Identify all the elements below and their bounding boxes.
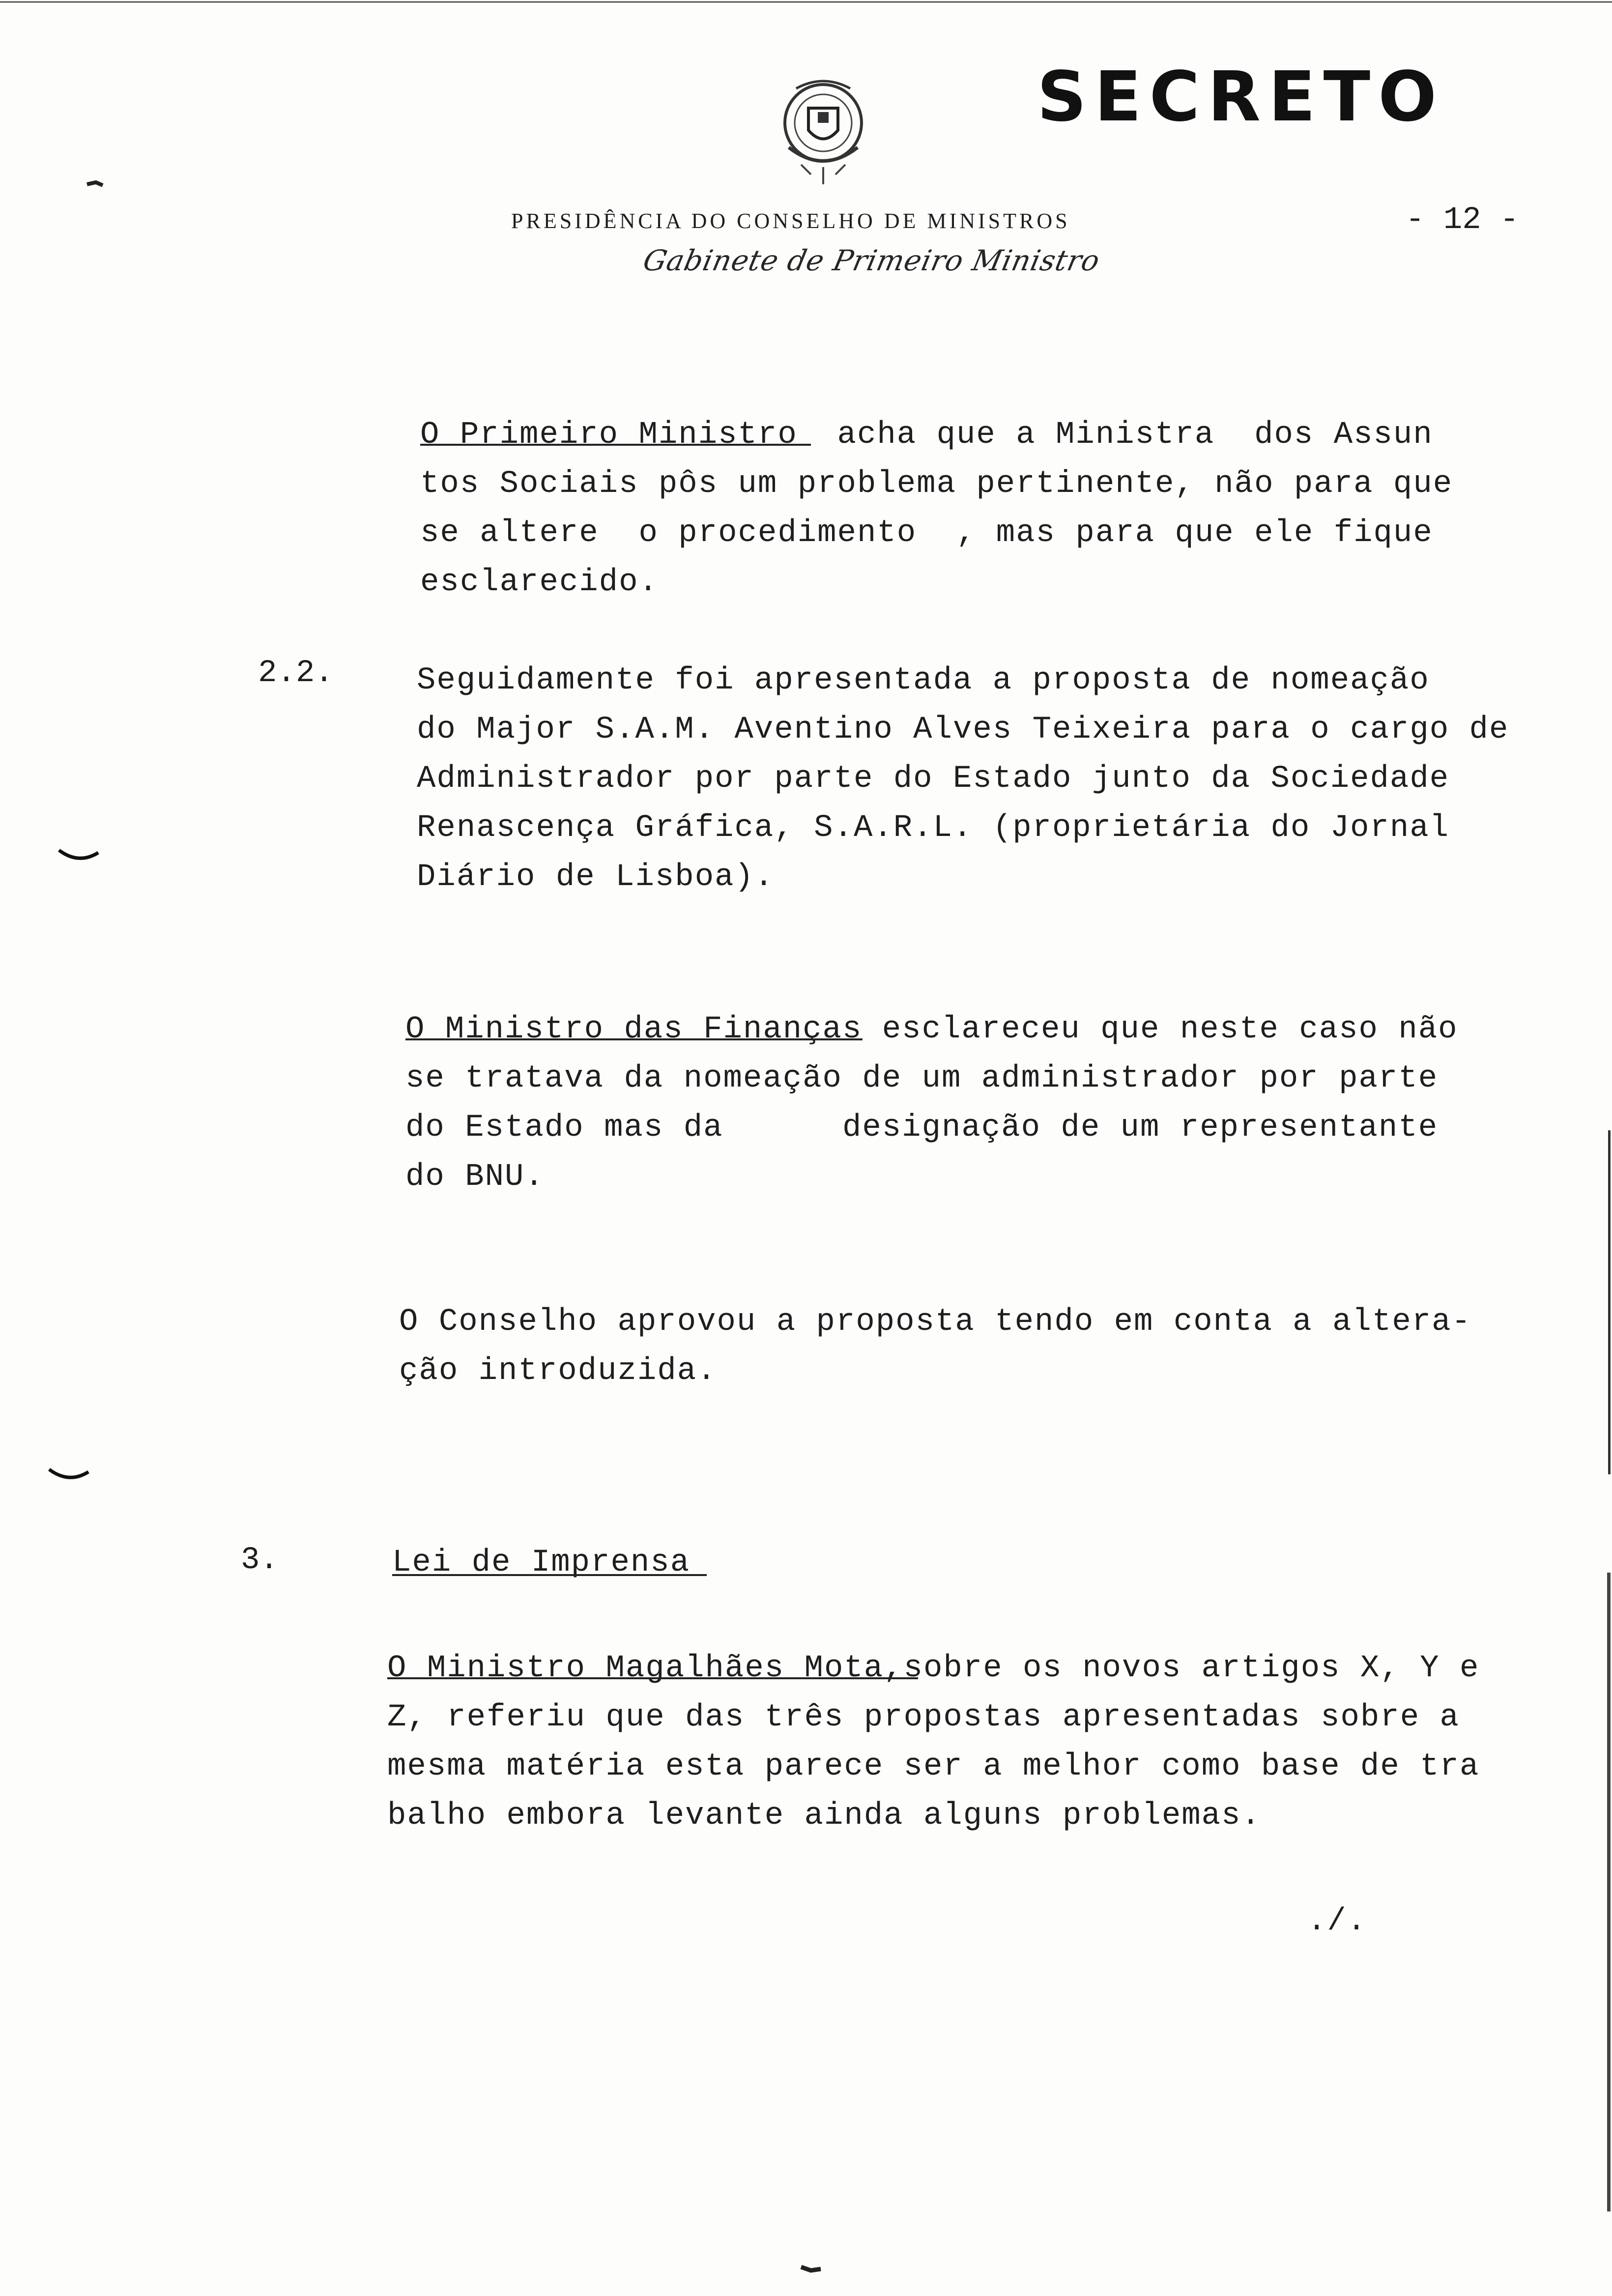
institution-heading: PRESIDÊNCIA DO CONSELHO DE MINISTROS [511,209,1070,233]
section-title: Lei de Imprensa [392,1545,691,1580]
paragraph-line: O Primeiro Ministro acha que a Ministra dos Assun [420,417,1433,453]
secreto-stamp: SECRETO [1037,57,1445,137]
underline-primeiro-ministro [420,442,813,447]
scan-speck [799,2263,823,2275]
paragraph-line: do Major S.A.M. Aventino Alves Teixeira para o cargo de [417,712,1509,747]
paragraph-line: O Ministro das Finanças esclareceu que neste caso não [405,1012,1458,1047]
paragraph-line: do Estado mas da designação de um representante [405,1110,1439,1146]
paragraph-line: O Ministro Magalhães Mota,sobre os novos artigos X, Y e [387,1651,1480,1686]
scan-edge-shadow [1606,1130,1612,2296]
handwritten-office-label: Gabinete de Primeiro Ministro [640,244,1103,277]
section-number: 2.2. [258,656,334,691]
paragraph-line: Administrador por parte do Estado junto da Sociedade [417,761,1450,797]
paragraph-line: se tratava da nomeação de um administrador por parte [405,1061,1439,1096]
paragraph-line: Diário de Lisboa). [417,860,775,895]
punch-hole-mark [57,845,101,870]
page-number: - 12 - [1406,202,1519,238]
paragraph-line: mesma matéria esta parece ser a melhor como base de tra [387,1749,1480,1784]
paragraph-line: Seguidamente foi apresentada a proposta de nomeação [417,663,1430,698]
underline-ministro-magalhaes [387,1676,928,1681]
coat-of-arms-seal [767,69,880,192]
paragraph-line: Renascença Gráfica, S.A.R.L. (proprietária do Jornal [417,810,1450,846]
paragraph-line: O Conselho aprovou a proposta tendo em conta a altera- [399,1304,1471,1340]
paragraph-line: esclarecido. [420,565,659,600]
underline-section-title [392,1573,712,1578]
continuation-mark: ./. [1307,1904,1367,1939]
paragraph-line: tos Sociais pôs um problema pertinente, não para que [420,466,1453,502]
top-rule-line [0,0,1612,10]
paragraph-line: ção introduzida. [399,1353,717,1389]
underline-ministro-financas [405,1037,872,1042]
section-number: 3. [241,1543,279,1578]
punch-hole-mark [47,1464,91,1489]
paragraph-line: se altere o procedimento , mas para que ele fique [420,516,1433,551]
paragraph-line: do BNU. [405,1159,545,1195]
scan-speck [86,179,106,189]
paragraph-line: balho embora levante ainda alguns problemas. [387,1798,1261,1834]
paragraph-line: Z, referiu que das três propostas apresentadas sobre a [387,1700,1460,1735]
